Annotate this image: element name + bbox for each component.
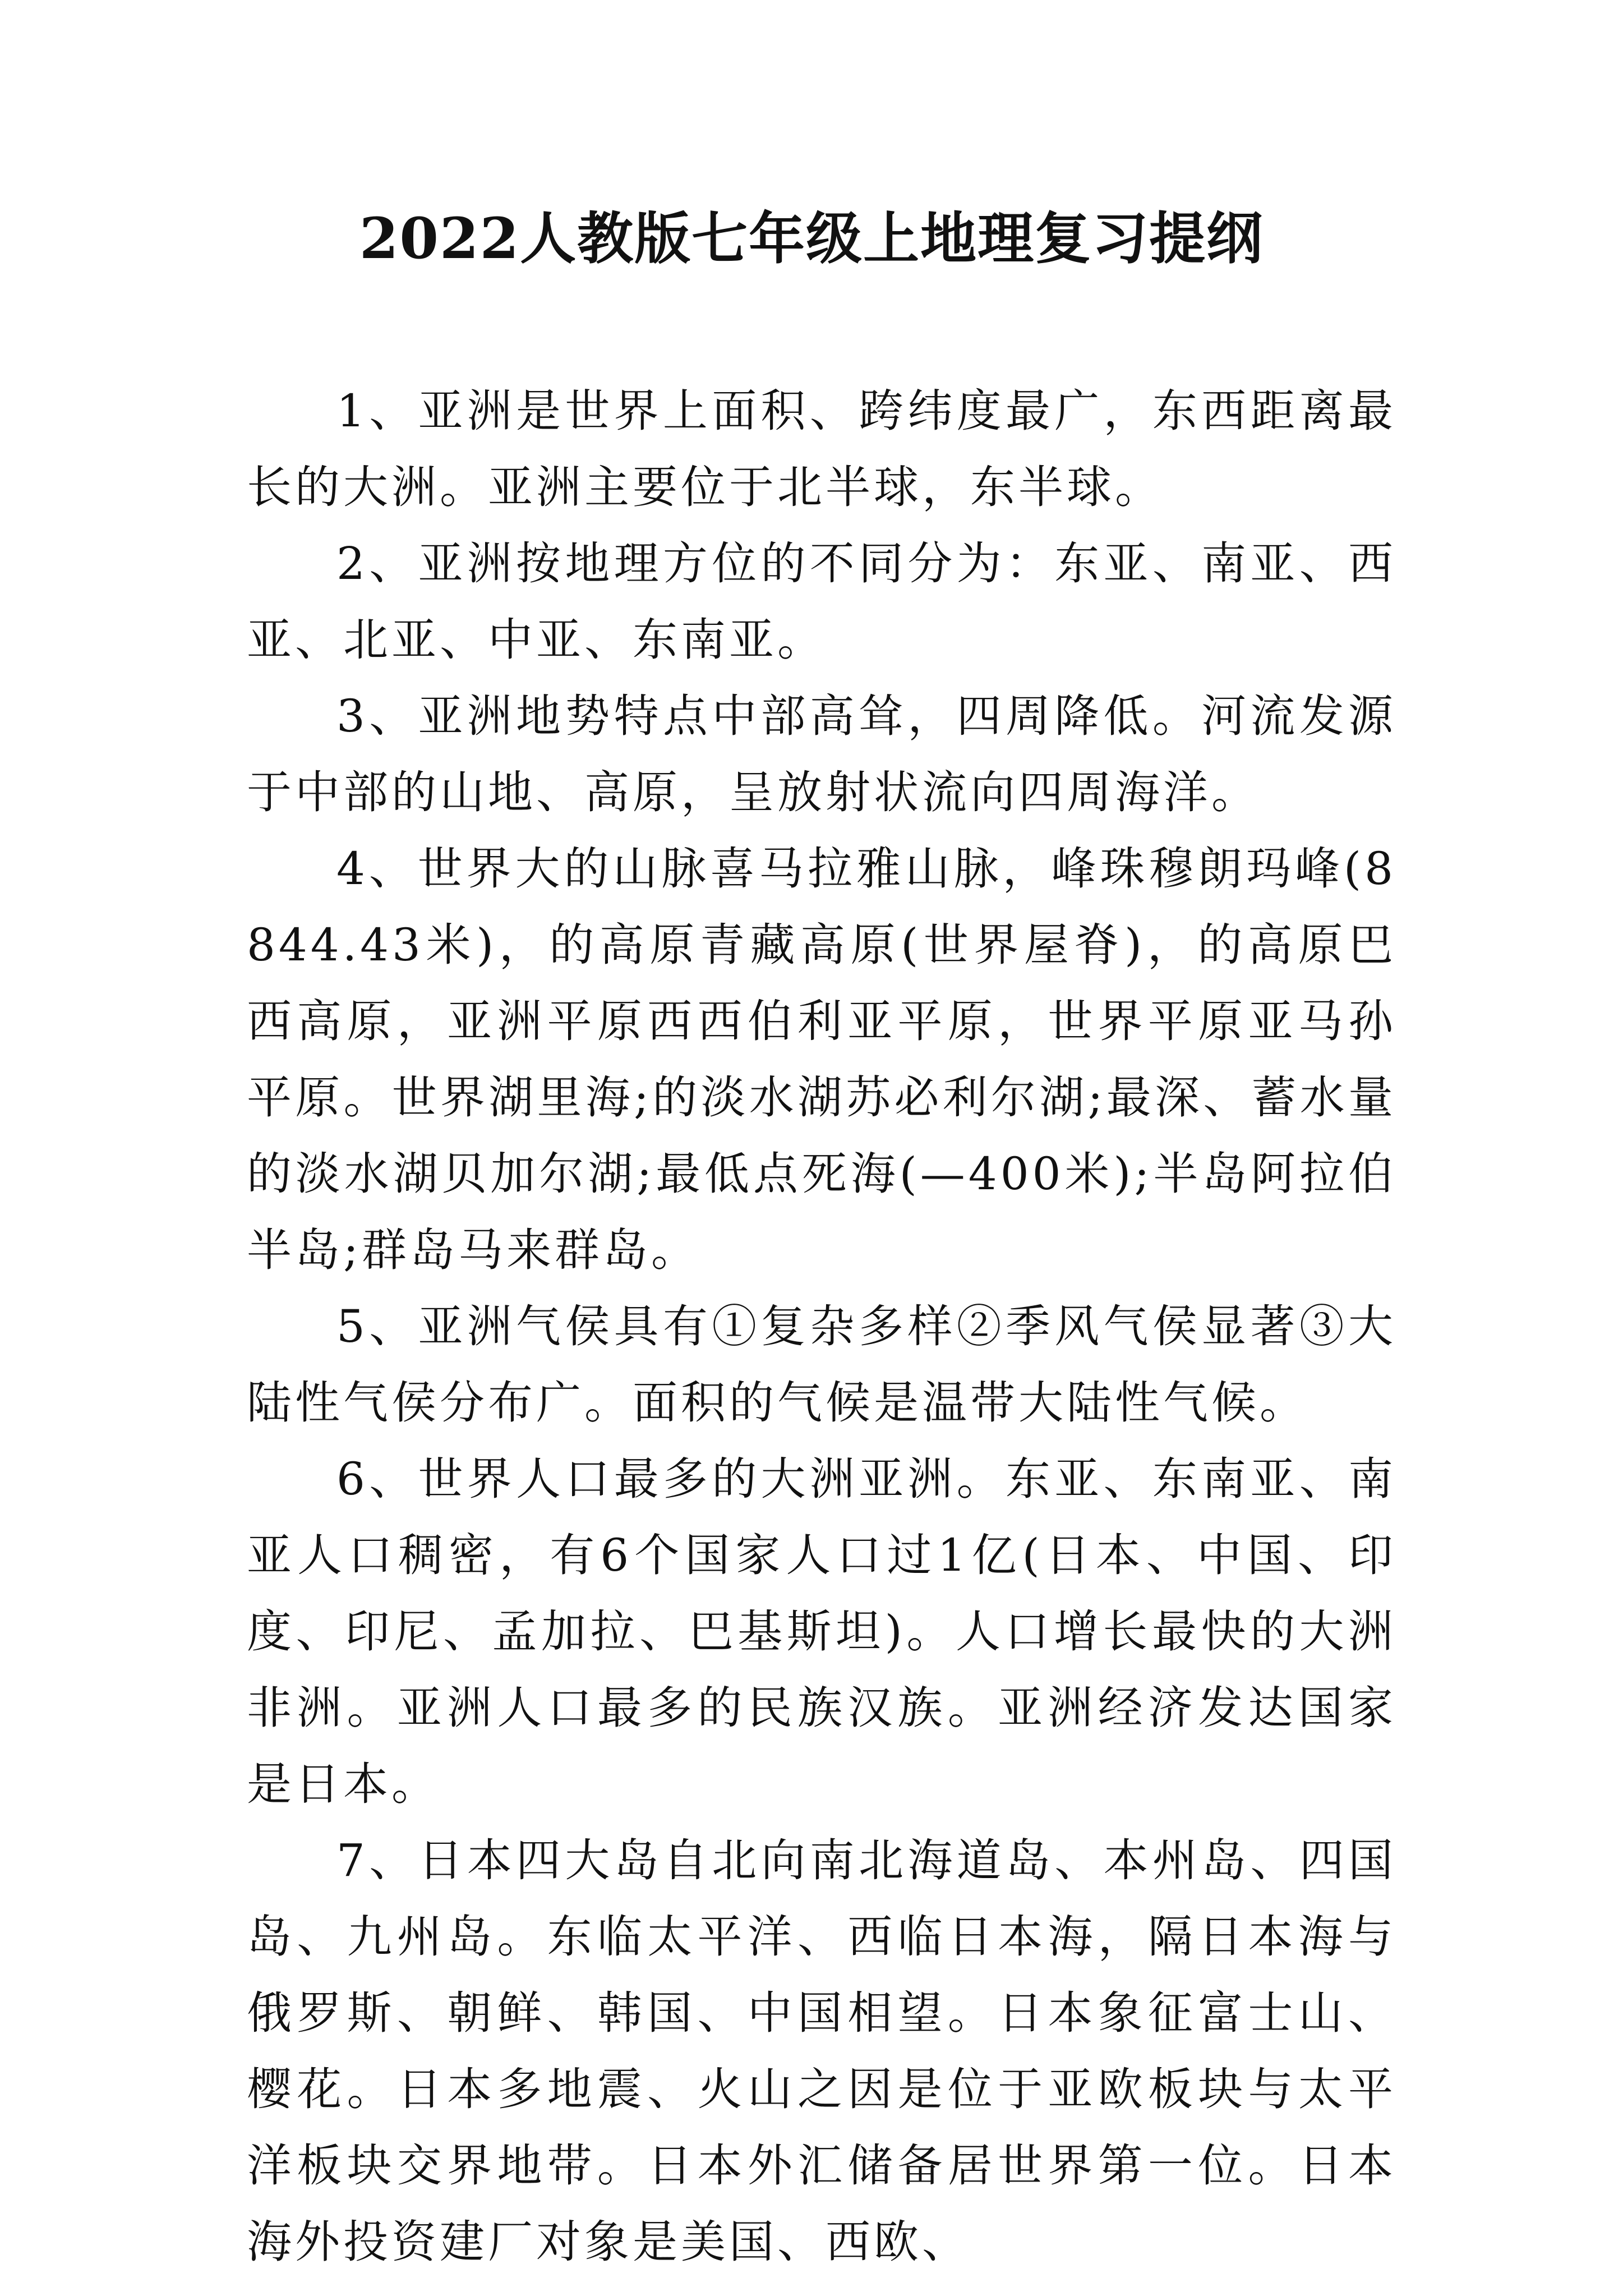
document-title: 2022人教版七年级上地理复习提纲 bbox=[359, 205, 1264, 272]
paragraph-1: 1、亚洲是世界上面积、跨纬度最广，东西距离最长的大洲。亚洲主要位于北半球，东半球。 bbox=[247, 385, 1396, 513]
paragraph-2: 2、亚洲按地理方位的不同分为：东亚、南亚、西亚、北亚、中亚、东南亚。 bbox=[247, 537, 1396, 666]
paragraph-5: 5、亚洲气侯具有①复杂多样②季风气侯显著③大陆性气侯分布广。面积的气候是温带大陆性气候。 bbox=[247, 1300, 1396, 1429]
paragraph-3: 3、亚洲地势特点中部高耸，四周降低。河流发源于中部的山地、高原，呈放射状流向四周海洋。 bbox=[247, 690, 1396, 818]
paragraph-7: 7、日本四大岛自北向南北海道岛、本州岛、四国岛、九州岛。东临太平洋、西临日本海，隔日本海与俄罗斯、朝鲜、韩国、中国相望。日本象征富士山、樱花。日本多地震、火山之因是位于亚欧板块与太平洋板块交界地带。日本外汇储备居世界第一位。日本海外投资建厂对象是美国、西欧、 bbox=[247, 1834, 1396, 2268]
paragraph-6: 6、世界人口最多的大洲亚洲。东亚、东南亚、南亚人口稠密，有6个国家人口过1亿(日本、中国、印度、印尼、孟加拉、巴基斯坦)。人口增长最快的大洲非洲。亚洲人口最多的民族汉族。亚洲经济发达国家是日本。 bbox=[247, 1453, 1396, 1810]
paragraph-4: 4、世界大的山脉喜马拉雅山脉，峰珠穆朗玛峰(8844.43米)，的高原青藏高原(世界屋脊)，的高原巴西高原，亚洲平原西西伯利亚平原，世界平原亚马孙平原。世界湖里海;的淡水湖苏必利尔湖;最深、蓄水量的淡水湖贝加尔湖;最低点死海(—400米);半岛阿拉伯半岛;群岛马来群岛。 bbox=[247, 843, 1396, 1276]
document-body bbox=[247, 373, 1396, 2280]
